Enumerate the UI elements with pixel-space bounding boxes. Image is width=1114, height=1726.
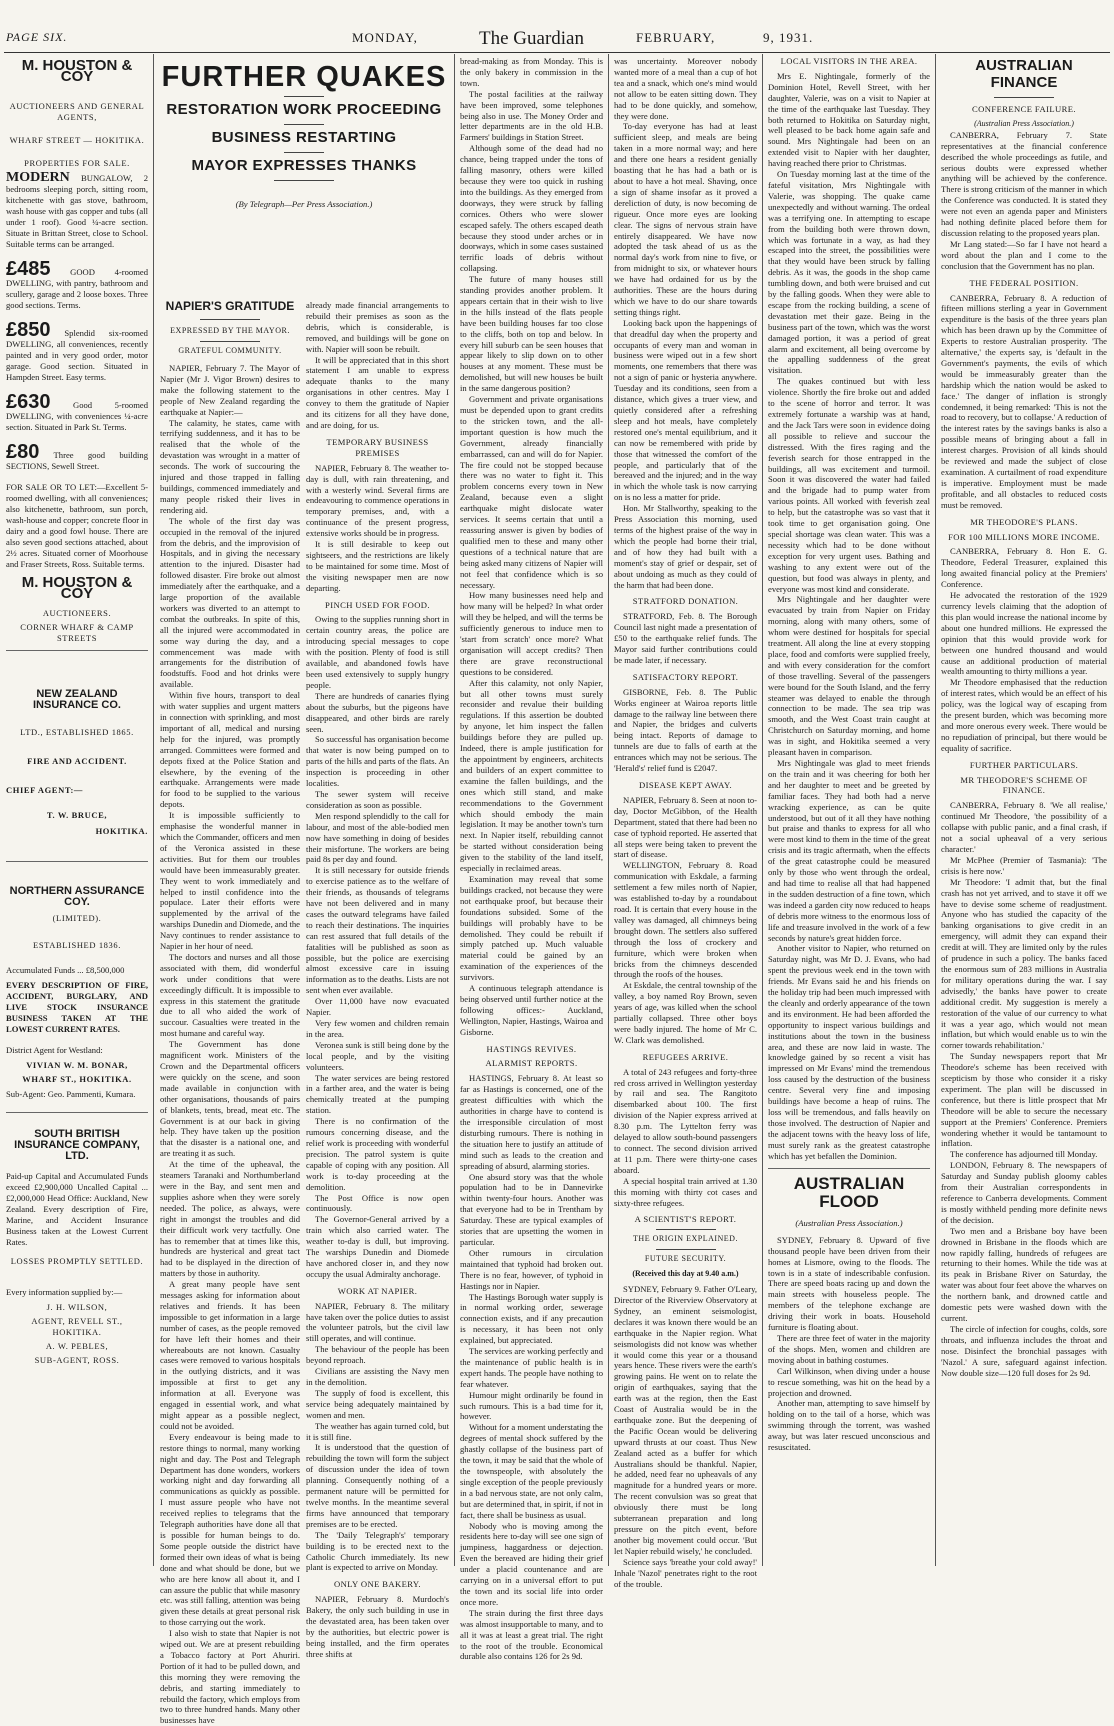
article-paragraph: It will be appreciated that in this short statement I am unable to express adequate thanks to the many organisations in other centres. May I convey to them the gratitude of Napier and its citizens for all they have done, and are doing, for us. (306, 354, 449, 430)
article-paragraph: Men respond splendidly to the call for labour, and most of the able-bodied men now have something in doing of besides their misfortune. The workers are being paid 8s per day and found. (306, 810, 449, 865)
article-paragraph: LONDON, February 8. The newspapers of Saturday and Sunday publish gloomy cables from their Australian correspondents in reference to Canberra developments. Comment is mostly withheld pending more definite news of the decision. (941, 1160, 1107, 1225)
article-paragraph: The Post Office is now open continuously. (306, 1192, 449, 1214)
masthead-month: FEBRUARY, (636, 30, 716, 45)
article-paragraph: The whole of the first day was occupied in the removal of the injured from the debris, and the improvision of Hospitals, and in giving the necessary attention to the injured. Disaster had followed disaster. Fire broke out almost immediately after the earthquake, and a large proportion of the available workers was diverted to an attempt to combat the outbreaks. In spite of this, all the injured were accommodated in some way during the day, and a commencement was made with arrangements for the distribution of foodstuffs. Food and hot drinks were available. (160, 515, 300, 690)
article-paragraph: Mrs E. Nightingale, formerly of the Dominion Hotel, Revell Street, with her daughter, Valerie, was on a visit to Napier at the time of the earthquake last Tuesday. They both returned to Hokitika on Saturday night, well pleased to be back home again safe and sound. Mrs Nightingale had been on an extended visit to Napier with her daughter, having reached there prior to Christmas. (768, 70, 930, 169)
property-listing: £80 Three good building SECTIONS, Sewell Street. (6, 441, 149, 472)
article-paragraph: Mrs Nightingale was glad to meet friends on the train and it was cheering for both her and her daughter to meet and be greeted by familiar faces. They had both had a nerve wracking experience, as can be quite understood, but out of it all they have nothing but praise and thanks to express for all who were most kind to them in the time of the great crisis and its tragic aftermath, when the effects of the great catastrophe could be measured only by those who went through the ordeal, and had time to realise all that had happened in the sudden destruction of a fine town, which was indeed a garden city now reduced to heaps of debris more witness to the enormous loss of life and treasure involved in the work of a few seconds by nature's great hidden force. (768, 758, 930, 943)
article-paragraph: The quakes continued but with less violence. Shortly the fire broke out and added to the scene of horror and terror. It was extremely fortunate a warship was at hand, and the Jack Tars were soon in evidence doing all possible to relieve and succour the distressed. With the fires raging and the feverish search for those entrapped in the buildings, all was excitement and turmoil. Soon it was discovered the water had failed and the brigade had to pump water from various points. All worked with feverish zeal to help, but the catastrophe was so vast that it took time to get organisation going. One special shortage was clean water. This was a necessity which had to be done without exception for very urgent uses. Bathing and washing to any extent were out of the question, but food was always in plenty, and everyone was most kind and considerate. (768, 376, 930, 594)
ad-subtitle: LTD., ESTABLISHED 1865. (20, 726, 134, 737)
agent-name: T. W. BRUCE, (46, 809, 108, 820)
ad-title: NEW ZEALAND INSURANCE CO. (32, 687, 121, 711)
article-paragraph: A total of 243 refugees and forty-three red cross arrived in Wellington yesterday by rail and sea. The Rangitoto disembarked about 100. The first division of the Napier express arrived at 8.30 p.m. The Lyttelton ferry was delayed to allow south-bound passengers to connect. The second division arrived at 11 p.m. There were thirty-one cases aboard. (614, 1066, 757, 1175)
sub-headline: RESTORATION WORK PROCEEDING (166, 101, 442, 119)
article-paragraph: Another visitor to Napier, who returned on Saturday night, was Mr D. J. Evans, who had spent the previous week end in the town with friends. Mr Evans said he and his friends on the holiday trip had been much impressed with the cleanly and orderly appearance of the town and its environment. He had been afforded the opportunity to inspect various buildings and institutions about the town in the business area, and these are now laid in waste. The knowledge gained by so recent a visit has impressed on Mr Evans' mind the tremendous loss caused by the destruction of the business centre. Several very fine and imposing buildings have become a heap of ruins. The loss will be tremendous, and falls heavily on those involved. The destruction of Napier and the adjacent towns with the heavy loss of life, must surely rank as the greatest catastrophe which has yet befallen the Dominion. (768, 943, 930, 1161)
article-paragraph: CANBERRA, February 7. State representatives at the financial conference described the whole proceedings as futile, and serious doubts were expressed whether anything will be achieved by the conference. There is strong criticism of the manner in which the Conference was conducted. It is stated they were not even an agenda paper and Ministers had nothing definite placed before them for discussion relating to the proposed years plan. (941, 129, 1107, 238)
article-paragraph: The circle of infection for coughs, colds, sore throats, and influenza includes the throat and nose. Disinfect the bronchial passages with 'Nazol.' A sure, safeguard against infection. Now double size—120 full doses for 2s 9d. (941, 1323, 1107, 1378)
ad-title: NORTHERN ASSURANCE COY. (9, 885, 145, 909)
article-paragraph: There is no confirmation of the rumours concerning disease, and the relief work is proceeding with wonderful precision. The patrol system is quite capable of coping with any position. All work is to-day proceeding at the demolition. (306, 1116, 449, 1192)
article-paragraph: NAPIER, February 8. The military have taken over the police duties to assist the volunteer patrols, but the civil law still operates, and will continue. (306, 1300, 449, 1344)
article-subheading: ALARMIST REPORTS. (485, 1058, 578, 1069)
sub-agent: Sub-Agent: Geo. Pammenti, Kumara. (6, 1088, 136, 1099)
article-paragraph: It is impossible sufficiently to emphasise the wonderful manner in which the Commander, officers and men of the Veronica assisted in these activities. But for them our troubles would have been immeasurably greater. They went to work immediately and helped to instil confidence into the populace. Later their efforts were supplemented by the arrival of the warships Dunedin and Diomede, and the Navy continues to render assistance to Napier in her hour of need. (160, 810, 300, 952)
masthead (0, 28, 1114, 50)
ad-subtitle: PROPERTIES FOR SALE. (24, 157, 130, 168)
article-paragraph: Hon. Mr Stallworthy, speaking to the Press Association this morning, used terms of the highest praise of the way in which the people had borne their trial, and of how they had built with a moment's stay of grief or despair, set of about undoing as much as they could of the harm that had been done. (614, 503, 757, 590)
masthead-date: 9, 1931. (763, 30, 814, 45)
property-listing: FOR SALE OR TO LET:—Excellent 5-roomed dwelling, with all conveniences; also kitchenette, bathroom, sun porch, wash-house and copper; concrete floor in dairy and a good fowl house. There are also seven good sections attached, about 2½ acres. Situated corner of Moorhouse and Fraser Streets, Ross. Suitable terms. (6, 482, 148, 570)
ad-subtitle: LOSSES PROMPTLY SETTLED. (10, 1256, 144, 1267)
ad-subtitle: AUCTIONEERS. (42, 608, 112, 619)
article-paragraph: NAPIER, February 8. Murdoch's Bakery, the only such building in use in the devastated area, has been taken over by the authorities, but electric power is being installed, and the firm operates three shifts at (306, 1594, 449, 1659)
article-paragraph: There are three feet of water in the majority of the shops. Men, women and children are moving about in bathing costumes. (768, 1332, 930, 1365)
article-subheading: MR THEODORE'S SCHEME OF FINANCE. (960, 774, 1088, 796)
article-paragraph: He advocated the restoration of the 1929 currency levels claiming that the adoption of this plan would increase the national income by about one hundred millions. He expressed the opinion that this would provide work for between one hundred thousand and would cause an additional production of material wealth amounting to thirty millions a year. (941, 590, 1107, 677)
main-headline: FURTHER QUAKES (161, 61, 447, 93)
ad-info: Every information supplied by:— (6, 1287, 123, 1298)
property-listing: £850 Splendid six-roomed DWELLING, all conveniences, recently painted and in very good order, motor garage. Good section. Situated in Hampden Street. Easy terms. (6, 319, 148, 383)
ad-subtitle: CHIEF AGENT:— (6, 784, 83, 795)
divider (6, 1112, 148, 1113)
column-rule (935, 54, 936, 1566)
article-paragraph: At the time of the upheaval, the steamers Taranaki and Northumberland were in the Bay, and sent men and supplies ashore when they were sorely needed. The police, as always, were right in amongst the troubles and did their difficult work very tactfully. One has to remember that at times like this, hundreds are hysterical and great tact had to be displayed in the direction of matters by those in authority. (160, 1159, 300, 1279)
article-heading: LOCAL VISITORS IN THE AREA. (780, 56, 918, 66)
article-heading: STRATFORD DONATION. (632, 596, 739, 607)
ad-subtitle: (LIMITED). (52, 913, 102, 924)
article-paragraph: Government and private organisations must be depended upon to grant credits to the stricken town, and the all-important question is how much the Government, already financially embarrassed, can and will do for Napier. The fire could not be stopped because there was no water to fight it. This problem concerns every town in New Zealand, because even a slight earthquake might dislocate water services. It seems certain that until a reassuring answer is given by bodies of qualified men to these and many other questions of a technical nature that are being asked many citizens of Napier will not feel that confidence which is so necessary. (460, 394, 603, 590)
article-heading: MR THEODORE'S PLANS. (970, 516, 1078, 527)
property-listing: MODERN BUNGALOW, 2 bedrooms sleeping porch, sitting room, kitchenette with gas stove, bathroom, wash house with gas copper and tubs (all under 1 roof). Good ¼-acre section. Situate in Brittan Street, close to School. Suitable terms can be arranged. (6, 170, 148, 250)
article-paragraph: The future of many houses still standing provides another problem. It appears certain that in their wish to live in the hills instead of the flats people have been building houses far too close to the cliffs, both on top and below. In every hill suburb can be seen houses that appear likely to slip down on to other houses at any moment. These must be demolished, but will new houses be built in the same dangerous position? (460, 274, 603, 394)
ad-title: SOUTH BRITISH INSURANCE COMPANY, LTD. (14, 1127, 140, 1162)
article-paragraph: Within five hours, transport to deal with water supplies and urgent matters in connection with sprinkling, and most important of all, medical and nursing help for the injured, was promptly arranged. Committees were formed and depots fixed at the Police Station and elsewhere, by the evening of the earthquake. Arrangements were made for food to be supplied to the various depots. (160, 690, 300, 810)
agent-name: A. W. PEBLES, (45, 1341, 109, 1352)
article-column (306, 300, 449, 1659)
sub-headline: BUSINESS RESTARTING (211, 129, 397, 147)
article-paragraph: The conference has adjourned till Monday. (950, 1149, 1098, 1160)
divider (656, 1249, 716, 1250)
article-paragraph: GISBORNE, Feb. 8. The Public Works engineer at Wairoa reports little damage to the railway line between there and Napier, the bridges and culverts being intact. Reports of damage to tunnels are due to falls of earth at the entrances which may not be serious. The 'Herald's' relief fund is £2047. (614, 686, 757, 774)
article-paragraph: Civilians are assisting the Navy men in the demolition. (306, 1366, 449, 1387)
article-paragraph: It is understood that the question of rebuilding the town will form the subject of discussion under the idea of town planning. Consequently nothing of a permanent nature will be permitted for twelve months. In the meantime several firms have announced that temporary premises are to be erected. (306, 1442, 449, 1529)
article-paragraph: CANBERRA, February 8. 'We all realise,' continued Mr Theodore, 'the possibility of a collapse with public panic, and a final crash, if not a social upheaval of a very serious character.' (941, 800, 1107, 854)
article-paragraph: The Governor-General arrived by a train which also carried water. The weather to-day is dull, but improving. The warships Dunedin and Diomede have anchored closer in, and they now occupy the usual Admiralty anchorage. (306, 1214, 449, 1279)
article-paragraph: A continuous telegraph attendance is being observed until further notice at the following offices:- Auckland, Wellington, Napier, Hastings, Wairoa and Gisborne. (460, 983, 603, 1037)
property-listing: £630 Good 5-roomed DWELLING, with conveniences ¼-acre section. Situated in Park St. Terms. (6, 391, 148, 433)
ad-funds: Accumulated Funds ... £8,500,000 (6, 964, 125, 975)
divider (200, 341, 260, 342)
article-paragraph: I also wish to state that Napier is not wiped out. We are at present rebuilding a Tobacco factory at Port Ahuriri. Portion of it had to be pulled down, and this morning they were removing the debris, and starting immediately to rebuild the factory, which employs from two to three hundred hands. Many other businesses have (160, 1628, 300, 1726)
article-paragraph: On Tuesday morning last at the time of the fateful visitation, Mrs Nightingale with Valerie, was shopping. The quake came unexpectedly and without warning. The ordeal was a terrifying one. In attempting to escape from the building both were thrown down, which was fortunate in a way, as had they escaped into the street, the possibilities were that they would have been struck by falling debris. As it was, the goods in the shop came tumbling down, and both were bruised and cut by the falling goods. When they were able to escape from the rocking building, a scene of devastation met their gaze. Being in the business part of the town, which was the worst damaged portion, it was a period of great alarm and excitement, all being overcome by the appalling suddenness of the great visitation. (768, 169, 930, 376)
article-heading: AUSTRALIAN FLOOD (793, 1173, 905, 1212)
article-paragraph: The Sunday newspapers report that Mr Theodore's scheme has been received with scepticism by those who consider it a risky experiment. The plan will be discussed in conference, but there is little prospect that Mr Theodore will be able to secure the necessary support at the Premiers' Conference. Premiers wondering whether it would be tantamount to inflation. (941, 1051, 1107, 1149)
column-rule (762, 54, 763, 1566)
article-paragraph: It is still necessary for outside friends to exercise patience as to the welfare of their friends, as thousands of telegrams have not been delivered and in many cases the outward telegrams have failed to reach their destinations. The inquiries can rest assured that full details of the fatalities will be published as soon as possible, but the police are exercising almost excessive care in issuing information as to the deaths. Lists are not sent when ever available. (306, 865, 449, 996)
column-rule (454, 54, 455, 1566)
article-paragraph: Examination may reveal that some buildings cracked, not because they were not earthquake proof, but because their foundations subsided. Some of the buildings will probably have to be demolished. They could be rebuilt if simply patched up. Much valuable material could be gained by an examination of the experiences of the survivors. (460, 873, 603, 983)
article-paragraph: STRATFORD, Feb. 8. The Borough Council last night made a presentation of £50 to the earthquake relief funds. The Mayor said further contributions could be made later, if necessary. (614, 611, 757, 665)
article-paragraph: CANBERRA, February 8. A reduction of fifteen millions sterling a year in Government expenditure is the basis of the three years plan which has been drawn up by the Committee of Experts to restore Australian prosperity. 'The alternative,' the experts say, is 'default in the Government's payments, the evils of which would be immeasurably greater than the hardship which the nation would be asked to face.' The danger of inflation is strongly condemned, it being remarked: 'This is not the road to recovery, but to collapse.' A reduction of the interest rates by the savings banks is also a possible means of bringing about a fall in interest charges. Provision of all kinds should be reviewed and made the subject of close examination. A curtailment of road expenditure is imperative. Employment must be made profitable, and all obstacles to reduced costs must be removed. (941, 292, 1107, 510)
article-paragraph: Mr Theodore emphasised that the reduction of interest rates, which would be an effect of his policy, was the logical way of escaping from the present burden, which was becoming more and more onerous every week. There would be no repudiation of principal, but there would be equality of sacrifice. (941, 677, 1107, 753)
article-paragraph: The services are working perfectly and the maintenance of public health is in expert hands. The people have nothing to fear whatever. (460, 1346, 603, 1389)
article-paragraph: NAPIER, February 8. Seen at noon to-day, Doctor McGibbon, of the Health Department, stated that there had been no case of typhoid reported. He asserted that all steps were being taken to prevent the start of disease. (614, 794, 757, 860)
received-note: (Received this day at 9.40 a.m.) (632, 1269, 739, 1279)
byline: (Australian Press Association.) (974, 118, 1074, 128)
article-paragraph: One absurd story was that the whole population had to be in Dannevirke within twenty-four hours. Another was that everyone had to be in Trentham by Saturday. These are typical examples of stories that are upsetting the women in particular. (460, 1171, 603, 1247)
article-heading: ONLY ONE BAKERY. (334, 1579, 421, 1590)
ad-subtitle: WHARF STREET — HOKITIKA. (9, 134, 145, 145)
article-paragraph: Although some of the dead had no chance, being trapped under the tons of falling masonry, others were killed because they were too quick in rushing into the buildings. As they emerged from doorways, they were struck by falling cornices. Others who were slower escaped safely. The others escaped death because they stood under arches or in doorways, which in some cases sustained terrific loads of debris without collapsing. (460, 143, 603, 274)
article-paragraph: After this calamity, not only Napier, but all other towns must surely reconsider and revalue their building regulations. If this assertion be doubted by anyone, let him inspect the fallen buildings before they are pulled up. Indeed, there is ample justification for the appointment by engineers, architects and builders of an expert committee to examine the fallen buildings, and the ones which still stand, and make recommendations to the Government which should embody the main legislation. It may be another town's turn next. In Napier itself, rebuilding cannot be started without consideration being given to the stability of the land itself, especially in reclaimed areas. (460, 677, 603, 874)
article-paragraph: The weather has again turned cold, but it is still fine. (306, 1420, 449, 1442)
article-heading: AUSTRALIAN FINANCE (975, 57, 1073, 91)
article-paragraph: The calamity, he states, came with terrifying suddenness, and it has to be realised that the whole of the devastation was wrought in a matter of seconds. The work of succouring the injured and those trapped in falling buildings, commenced immediately and many people risked their lives in rendering aid. (160, 417, 300, 515)
article-paragraph: So successful has organisation become that water is now being pumped on to parts of the hills and parts of the flats. An inspection is proceeding in other localities. (306, 734, 449, 789)
ad-subtitle: FIRE AND ACCIDENT. (27, 755, 127, 766)
article-paragraph: Mr McPhee (Premier of Tasmania): 'The crisis is here now.' (941, 854, 1107, 876)
article-paragraph: Owing to the supplies running short in certain country areas, the police are introducing special messages to cope with the position. Plenty of food is still available, and abandoned fowls have been used extensively to supply hungry people. (306, 614, 449, 690)
article-subheading: GRATEFUL COMMUNITY. (178, 346, 282, 356)
article-paragraph: The Government has done magnificent work. Ministers of the Crown and the Departmental officers were quickly on the scene, and soon made available in conjunction with other organisations, thousands of pairs of blankets, tents, bread, meat etc. The Government is at our back in giving help. They have taken up the position that the disaster is a national one, and are treating it as such. (160, 1039, 300, 1159)
advertisements-column (6, 56, 148, 1566)
article-paragraph: CANBERRA, February 8. Hon E. G. Theodore, Federal Treasurer, explained this long awaited financial policy at the Premiers' Conference. (941, 546, 1107, 590)
article-paragraph: Over 11,000 have now evacuated Napier. (306, 996, 449, 1018)
article-paragraph: already made financial arrangements to rebuild their premises as soon as the debris, which is considerable, is removed, and buildings will be gone on with. Napier will soon be rebuilt. (306, 300, 449, 354)
article-heading: THE FEDERAL POSITION. (969, 277, 1079, 288)
divider (200, 319, 260, 320)
article-paragraph: Mr Lang stated:—So far I have not heard a word about the plan and I come to the conclusion that the Government has no plan. (941, 238, 1107, 271)
article-paragraph: WELLINGTON, February 8. Road communication with Eskdale, a farming settlement a few miles north of Napier, was established to-day by a roundabout road. It is certain that every house in the valley was damaged, all chimneys being brought down. The settlers also suffered through the loss of crockery and furniture, which were broken when bricks from the chimneys descended through the roofs of the houses. (614, 860, 757, 980)
article-paragraph: A special hospital train arrived at 1.30 this morning with thirty cot cases and sixty-three refugees. (614, 1175, 757, 1208)
paper-title: The Guardian (479, 28, 584, 49)
article-paragraph: Every endeavour is being made to restore things to normal, many working night and day. The Post and Telegraph Department has done wonders, workers working night and day forwarding all communications as quickly as possible. I must assure people who have not received replies to telegrams that the Telegraph authorities have done all that is possible for human beings to do. Some people outside the district have formed their own ideas of what is being done and what should be done, but we who are here know all about it, and I can assure the public that while masonry etc. was still falling, attention was being given these details at great personal risk to those carrying out the work. (160, 1431, 300, 1628)
divider (284, 96, 324, 97)
article-column (768, 56, 930, 1566)
article-paragraph: To-day everyone has had at least sufficient sleep, and meals are being taken in a more normal way; and here and there one hears a resident genially boasting that he has had a bath or is about to have a hot meal. Shaving, once a sign of shame insofar as it proved a dereliction of duty, is now becoming de rigueur. Once more eyes are looking clear. The signs of nervous strain have entirely disappeared. We have now adopted the task ahead of us as the normal day's work from nine to five, or from midnight to six, or whatever hours we have had ordained for us by the authorities. These are the hours during which we have to do our share towards setting things right. (614, 121, 757, 317)
divider (284, 152, 324, 153)
article-heading: NAPIER'S GRATITUDE (165, 299, 295, 313)
article-paragraph: Another man, attempting to save himself by holding on to the tail of a horse, which was swimming through the torrent, was washed away, but was later rescued unconscious and resuscitated. (768, 1398, 930, 1453)
article-heading: WORK AT NAPIER. (337, 1285, 418, 1296)
byline: (Australian Press Association.) (795, 1217, 903, 1228)
divider (274, 180, 334, 181)
agent-name: J. H. WILSON, (46, 1302, 108, 1313)
page-number: PAGE SIX. (6, 30, 68, 44)
ad-title: M. HOUSTON & COY (21, 574, 133, 603)
masthead-day: MONDAY, (352, 30, 418, 45)
article-paragraph: Looking back upon the happenings of that dreadful day when the property and occupants of every man and woman in business were wiped out in a few short moments, one remembers that there was not a sign of panic or hysteria anywhere. Tuesday and its conditions, seen from a distance, which gives a truer view, and quietly considered after a refreshing sleep and hot meals, have completely restored one's mental equilibrium, and it can now be remembered with pride by those that witnessed the comfort of the people, and particularly that of the bereaved and the injured; and in the way in which the whole task is now carrying on is no less a matter for pride. (614, 317, 757, 503)
agent-town: AGENT, REVELL ST., HOKITIKA. (31, 1316, 123, 1338)
article-column (460, 56, 603, 1662)
article-column (614, 56, 757, 1589)
article-paragraph: The water services are being restored in a farther area, and the water is being chemically treated at the pumping station. (306, 1072, 449, 1116)
article-subheading: EXPRESSED BY THE MAYOR. (170, 326, 290, 336)
sub-headline: MAYOR EXPRESSES THANKS (191, 157, 417, 175)
article-heading: DISEASE KEPT AWAY. (638, 780, 733, 790)
article-paragraph: Mr Theodore: 'I admit that, but the final crash has not yet arrived, and to stave it off we have to devise some scheme of readjustment. Anyone who has studied the capacity of the banking organisations to give credit in an emergency, will admit they can expand their credit at will. They are limited only by the rules of prudence in such a policy. The banks faced the enormous sum of 283 millions in Australia for military operations during the war. I say advisedly,' the banks have power to create additional credit. My suggestion is merely a restoration of the value of our currency to what it was a year ago, which would not mean inflation, but which would enable us to win the corner towards rehabilitation.' (941, 876, 1107, 1051)
article-paragraph: Two men and a Brisbane boy have been drowned in Brisbane in the floods which are now rapidly falling, hundreds of refugees are returning to their homes. While the tide was at its peak in Brisbane River on Saturday, the water was about four feet above the wharves on the northern bank, and drowned cattle and domestic pets were washed down with the current. (941, 1225, 1107, 1323)
article-heading: HASTINGS REVIVES. (486, 1043, 577, 1054)
article-column (160, 299, 300, 1726)
main-headline-block (160, 56, 448, 296)
article-heading: PINCH USED FOR FOOD. (325, 599, 430, 610)
divider (284, 124, 324, 125)
divider (6, 861, 148, 862)
article-paragraph: Mrs Nightingale and her daughter were evacuated by train from Napier on Friday morning, along with many others, some of whom were destined for hospitals for special treatment. All along the line at every stopping place, food and comforts were supplied freely, and with every consideration for the comfort of those travelling. Several of the passengers were bound for the South Island, and the ferry steamer was delayed to enable the through connection to be made. The sea trip was smooth, and the West Coast train caught at Christchurch on Saturday morning, and home was in sight, and Hokitika seemed a very pleasant haven in comparison. (768, 594, 930, 758)
article-paragraph: There are hundreds of canaries flying about the suburbs, but the pigeons have disappeared, and other birds are rarely seen. (306, 690, 449, 734)
article-paragraph: Humour might ordinarily be found in such rumours. This is a bad time for it, however. (460, 1389, 603, 1422)
divider (656, 1229, 716, 1230)
article-paragraph: was uncertainty. Moreover nobody wanted more of a meal than a cup of hot tea and a snack, which one's mind would not allow to be eaten sitting down. They had to be done quickly, and somehow, they were done. (614, 56, 757, 121)
agent-name: VIVIAN W. M. BONAR, (26, 1059, 128, 1070)
divider (994, 97, 1054, 98)
article-paragraph: SYDNEY, February 9. Father O'Leary, Director of the Riverview Observatory at Sydney, an eminent seismologist, declares it was known there would be an earthquake in the Napier region. What seismologists did not know was whether it would come this year or a thousand years hence. These rivers were the earth's growing pains. He went on to relate the origin of earthquakes, saying that the earth was at the region, then the East Coast of Australia would be in the earthquake zone. But the deepening of the Pacific Ocean would be delivering upward thrusts at our coast. Thus New Zealand acted as a buffer for which Australians should be thankful. Napier, he added, need fear no upheavals of any magnitude for a hundred years or more. The recent convulsion was so great that obviously there must be long subterranean preparation and long pressure on the pitch event, before another big movement could occur. 'But let Napier rebuild wisely,' he concluded. (614, 1284, 757, 1556)
article-heading: FURTHER PARTICULARS. (969, 759, 1079, 770)
article-paragraph: Nobody who is moving among the residents here to-day will see one sign of jumpiness, haggardness or dejection. Even the bereaved are hiding their grief under a placid countenance and are carrying on in a universal effort to put the town and its social life into order once more. (460, 1520, 603, 1607)
article-paragraph: The sewer system will receive consideration as soon as possible. (306, 788, 449, 810)
article-paragraph: NAPIER, February 8. The weather to-day is dull, with rain threatening, and with a westerly wind. Several firms are endeavouring to commence operations in temporary premises, and, with a continuance of the present progress, extensive works should be in progress. (306, 462, 449, 539)
agent-town: WHARF ST., HOKITIKA. (22, 1073, 132, 1084)
article-subheading: FOR 100 MILLIONS MORE INCOME. (948, 531, 1100, 542)
article-paragraph: It is still desirable to keep out sightseers, and the restrictions are likely to be maintained for some time. Most of the visiting newspaper men are now departing. (306, 539, 449, 593)
byline: (By Telegraph—Per Press Association.) (235, 199, 373, 210)
article-paragraph: SYDNEY, February 8. Upward of five thousand people have been driven from their homes at Lismore, owing to the floods. The town is in a state of indescribable confusion. There are speed boats racing up and down the main streets with houseless people. The members of the telephone exchange are driving their work in boats. Household furniture is floating about. (768, 1234, 930, 1333)
article-paragraph: The 'Daily Telegraph's' temporary building is to be erected next to the Catholic Church immediately. Its new plant is expected to arrive on Monday. (306, 1529, 449, 1573)
agent-town: HOKITIKA. (95, 826, 148, 837)
column-rule (608, 54, 609, 1566)
article-paragraph: bread-making as from Monday. This is the only bakery in commission in the town. (460, 56, 603, 88)
article-paragraph: How many businesses need help and how many will be helped? In what order will they be helped, and will the terms be sufficiently generous to induce men to 'start from scratch' once more? What organisation will accept credits? Then there are grave reconstructional questions to be considered. (460, 590, 603, 677)
article-paragraph: HASTINGS, February 8. At least so far as Hastings is concerned, one of the greatest difficulties with which the authorities in charge have to contend is the irresponsible circulation of most disturbing rumours. There is nothing in the situation here to justify an attitude of mind such as leads to the creation and spreading of absurd, alarming stories. (460, 1073, 603, 1171)
article-paragraph: The Hastings Borough water supply is in normal working order, sewerage connection exists, and if any precaution is necessary, it has been not only explained, but appreciated. (460, 1291, 603, 1346)
ad-description: Paid-up Capital and Accumulated Funds exceed £2,900,000 Uncalled Capital ... £2,000,000 Head Office: Auckland, New Zealand. Every description of Fire, Marine, and Accident Insurance Business taken at the Lowest Current Rates. (6, 1171, 148, 1248)
article-paragraph: The strain during the first three days was almost insupportable to many, and to all it was at least a great trial. The right to the root of the trouble. Economical durable also contains 126 for 2s 9d. (460, 1607, 603, 1662)
article-paragraph: Other rumours in circulation maintained that typhoid had broken out. There is no fear, however, of typhoid in Hastings nor in Napier. (460, 1247, 603, 1291)
ad-title: M. HOUSTON & COY (21, 57, 133, 85)
article-subheading: CONFERENCE FAILURE. (972, 104, 1076, 114)
article-paragraph: The behaviour of the people has been beyond reproach. (306, 1344, 449, 1366)
article-paragraph: Very few women and children remain in the area. (306, 1018, 449, 1039)
article-paragraph: NAPIER, February 7. The Mayor of Napier (Mr J. Vigor Brown) desires to make the following statement to the people of New Zealand regarding the earthquake at Napier:— (160, 363, 300, 417)
article-paragraph: The doctors and nurses and all those associated with them, did wonderful work under conditions that were exceedingly difficult. It is impossible to express in this statement the gratitude due to all who aided the work of succour. Casualties were treated in the most humane and careful way. (160, 951, 300, 1039)
article-subheading: FUTURE SECURITY. (644, 1254, 727, 1264)
agent-town: SUB-AGENT, ROSS. (34, 1355, 120, 1365)
article-paragraph: Veronea sunk is still being done by the local people, and by the visiting volunteers. (306, 1039, 449, 1072)
article-paragraph: Science says 'breathe your cold away!' Inhale 'Nazol' penetrates right to the root of the trouble. (614, 1556, 757, 1589)
ad-agent-heading: District Agent for Westland: (6, 1044, 103, 1055)
column-rule (153, 54, 154, 1566)
ad-description: EVERY DESCRIPTION OF FIRE, ACCIDENT, BURGLARY, AND LIVE STOCK INSURANCE BUSINESS TAKEN AT THE LOWEST CURRENT RATES. (6, 979, 148, 1034)
article-heading: TEMPORARY BUSINESS PREMISES (326, 436, 429, 458)
divider (768, 1168, 930, 1169)
article-paragraph: At Eskdale, the central township of the valley, a boy named Roy Brown, seven years of age, was killed when the school partially collapsed. Three other boys were badly injured. The home of Mr C. W. Clark was demolished. (614, 980, 757, 1045)
ad-subtitle: CORNER WHARF & CAMP STREETS (20, 622, 134, 644)
property-listing: £485 GOOD 4-roomed DWELLING, with pantry, bathroom and scullery, garage and 2 loose boxes. Three good sections. Terms. (6, 258, 148, 311)
article-paragraph: The supply of food is excellent, this service being adequately maintained by women and men. (306, 1387, 449, 1420)
article-column (941, 56, 1107, 1566)
article-paragraph: The postal facilities at the railway have been improved, some telephones being also in use. The Money Order and letter departments are in the old H.B. Farmers' buildings in Station Street. (460, 88, 603, 143)
ad-subtitle: ESTABLISHED 1836. (33, 940, 121, 951)
article-heading: REFUGEES ARRIVE. (642, 1051, 729, 1062)
article-heading: A SCIENTIST'S REPORT. (634, 1214, 737, 1225)
article-paragraph: Without for a moment understating the degrees of mental shock suffered by the ghastly collapse of the business part of the town, it may be said that the whole of the townspeople, with absolutely the single exception of the people previously in a bad nervous state, are not only calm, but are determined that, in spirit, if not in fact, there shall be business as usual. (460, 1422, 603, 1520)
divider (6, 650, 148, 651)
article-heading: SATISFACTORY REPORT. (632, 671, 739, 682)
masthead-rule (4, 52, 1110, 53)
article-subheading: THE ORIGIN EXPLAINED. (633, 1234, 738, 1244)
ad-subtitle: AUCTIONEERS AND GENERAL AGENTS, (9, 100, 145, 122)
article-paragraph: A great many people have sent messages asking for information about relatives and friends. It has been impossible to get information in a large number of cases, as the people removed for have left their homes and their whereabouts are not known. Casualty cases were removed to various hospitals in the outlying districts, and it was impossible at first to get any information at all. Everyone was engaged in essential work, and what might appear as a possible neglect, could not be avoided. (160, 1279, 300, 1431)
article-paragraph: Carl Wilkinson, when diving under a house to rescue something, was hit on the head by a projection and drowned. (768, 1365, 930, 1398)
